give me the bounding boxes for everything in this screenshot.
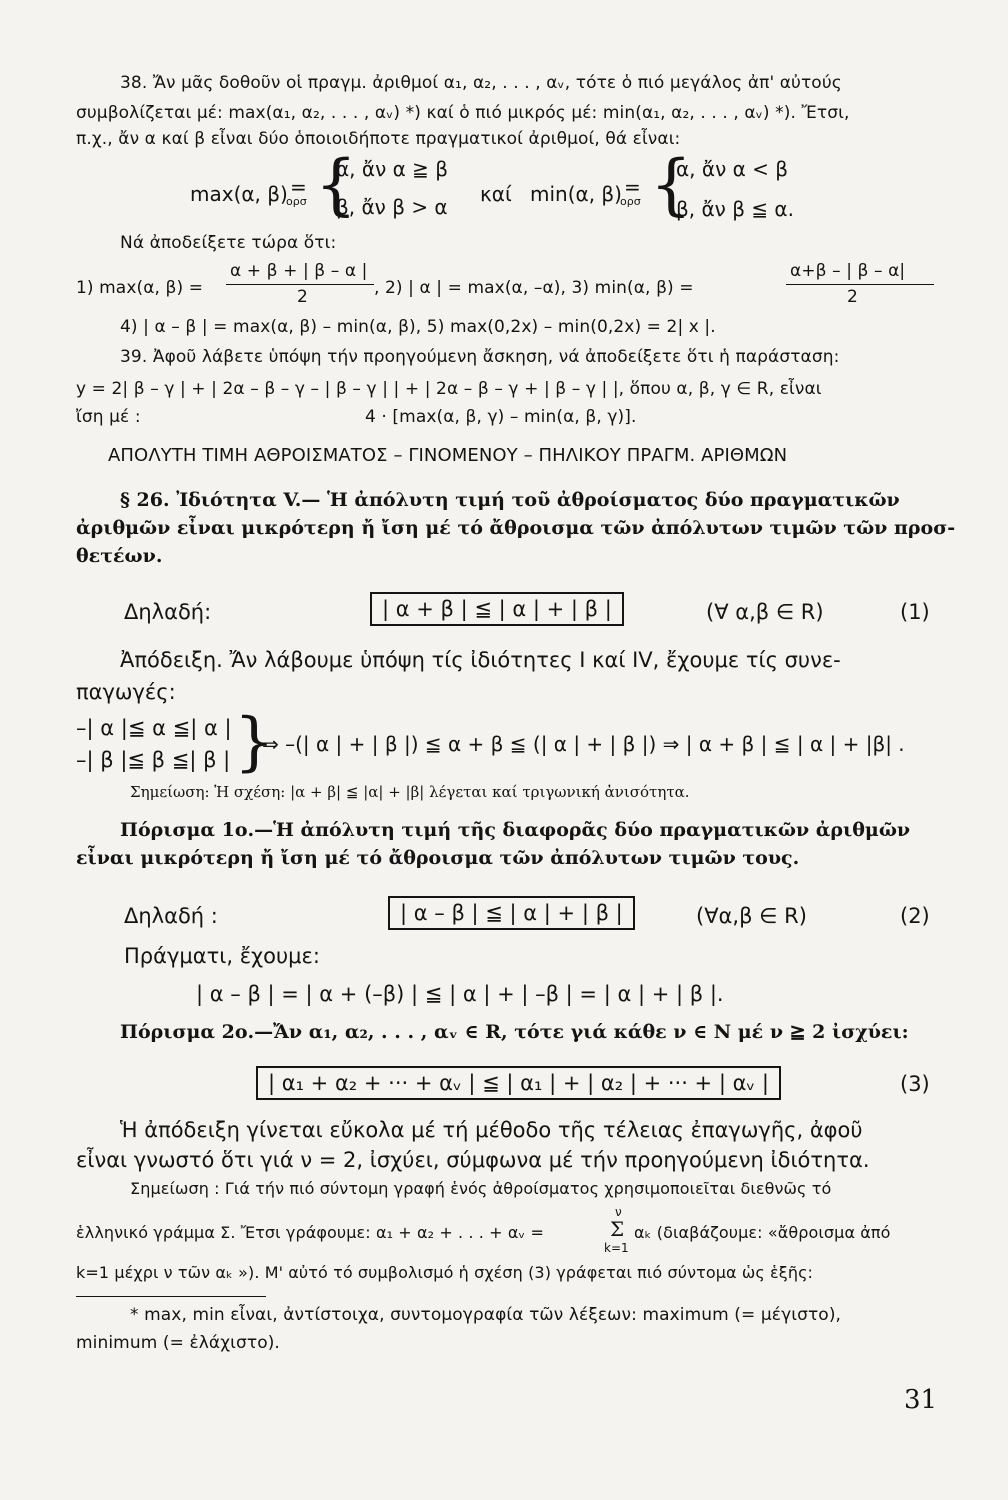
sigma-symbol: Σ: [610, 1217, 625, 1241]
ex39-line-3-label: ἴση μέ :: [76, 407, 141, 427]
formula-2-3-text: , 2) | α | = max(α, –α), 3) min(α, β) =: [374, 278, 694, 298]
formula-2-box: | α – β | ≦ | α | + | β |: [388, 896, 635, 930]
formula-1-numerator: α + β + | β – α |: [230, 261, 368, 281]
formula-3-number: (3): [900, 1072, 930, 1096]
cor1-dilady: Δηλαδή :: [124, 904, 218, 928]
system-line-1: –| α |≦ α ≦| α |: [76, 716, 232, 740]
formula-3-denominator: 2: [847, 287, 858, 307]
cor1-title-line-1: Πόρισμα 1ο.—Ἡ ἀπόλυτη τιμή τῆς διαφορᾶς δύο πραγματικῶν ἀριθμῶν: [120, 819, 911, 841]
sigma-note-line-2a: ἑλληνικό γράμμα Σ. Ἔτσι γράφουμε: α₁ + α₂ + . . . + αᵥ =: [76, 1223, 544, 1242]
section-header: ΑΠΟΛΥΤΗ ΤΙΜΗ ΑΘΡΟΙΣΜΑΤΟΣ – ΓΙΝΟΜΕΝΟΥ – ΠΗΛΙΚΟΥ ΠΡΑΓΜ. ΑΡΙΘΜΩΝ: [108, 445, 788, 466]
implication-chain: ⇒ –(| α | + | β |) ≦ α + β ≦ (| α | + | β |) ⇒ | α + β | ≦ | α | + |β| .: [262, 732, 905, 756]
max-lhs: max(α, β): [190, 182, 288, 206]
sigma-lower-limit: k=1: [604, 1241, 629, 1255]
sec26-dilady: Δηλαδή:: [124, 600, 212, 624]
max-eq: =: [290, 175, 307, 199]
cor2-text-line-1: Ἡ ἀπόδειξη γίνεται εὔκολα μέ τή μέθοδο τῆς τέλειας ἐπαγωγῆς, ἀφοῦ: [120, 1118, 863, 1142]
footnote-line-1: * max, min εἶναι, ἀντίστοιχα, συντομογραφία τῶν λέξεων: maximum (= μέγιστο),: [130, 1305, 842, 1325]
formula-3-fraction-bar: [786, 284, 934, 285]
cor2-title: Πόρισμα 2ο.—Ἄν α₁, α₂, . . . , αᵥ ∈ R, τότε γιά κάθε ν ∈ N μέ ν ≧ 2 ἰσχύει:: [120, 1021, 909, 1043]
system-line-2: –| β |≦ β ≦| β |: [76, 748, 231, 772]
max-case-1: α, ἄν α ≧ β: [336, 157, 449, 181]
sigma-note-line-1: Σημείωση : Γιά τήν πιό σύντομη γραφή ἑνός ἀθροίσματος χρησιμοποιεῖται διεθνῶς τό: [130, 1179, 832, 1198]
cor1-title-line-2: εἶναι μικρότερη ἤ ἴση μέ τό ἄθροισμα τῶν ἀπόλυτων τιμῶν τους.: [76, 847, 800, 869]
ex39-line-3-formula: 4 · [max(α, β, γ) – min(α, β, γ)].: [365, 407, 637, 427]
ex38-line-1: 38. Ἄν μᾶς δοθοῦν οἱ πραγμ. ἀριθμοί α₁, α₂, . . . , αᵥ, τότε ὁ πιό μεγάλος ἀπ' αὐτούς: [120, 73, 842, 93]
ex38-line-2: συμβολίζεται μέ: max(α₁, α₂, . . . , αᵥ) *) καί ὁ πιό μικρός μέ: min(α₁, α₂, . . . , αᵥ) *). Ἔτσι,: [76, 103, 850, 123]
formula-2-number: (2): [900, 904, 930, 928]
sigma-note-line-2b: αₖ (διαβάζουμε: «ἄθροισμα ἀπό: [634, 1223, 891, 1242]
min-case-2: β, ἄν β ≦ α.: [676, 197, 794, 221]
formula-1-quantifier: (∀ α,β ∈ R): [706, 600, 824, 624]
min-eq-sub: ορσ: [620, 195, 641, 208]
min-brace: {: [650, 146, 692, 223]
proof-line-1: Ἀπόδειξη. Ἄν λάβουμε ὑπόψη τίς ἰδιότητες I καί IV, ἔχουμε τίς συνε-: [120, 648, 841, 672]
ex39-line-2: y = 2| β – γ | + | 2α – β – γ – | β – γ | | + | 2α – β – γ + | β – γ | |, ὅπου α, β, γ ∈ R, εἶναι: [76, 379, 822, 399]
triangle-inequality-note: Σημείωση: Ἡ σχέση: |α + β| ≦ |α| + |β| λέγεται καί τριγωνική ἀνισότητα.: [130, 783, 690, 801]
sigma-note-line-3: k=1 μέχρι ν τῶν αₖ »). Μ' αὐτό τό συμβολισμό ἡ σχέση (3) γράφεται πιό σύντομα ὡς ἑξῆς:: [76, 1263, 814, 1282]
formula-1-box: | α + β | ≦ | α | + | β |: [370, 592, 624, 626]
sec26-title-line-1: § 26. Ἰδιότητα V.— Ἡ ἀπόλυτη τιμή τοῦ ἀθροίσματος δύο πραγματικῶν: [120, 489, 900, 511]
cor2-text-line-2: εἶναι γνωστό ὅτι γιά ν = 2, ἰσχύει, σύμφωνα μέ τήν προηγούμενη ἰδιότητα.: [76, 1148, 870, 1172]
min-eq: =: [624, 175, 641, 199]
formula-1-number: (1): [900, 600, 930, 624]
formula-4-5: 4) | α – β | = max(α, β) – min(α, β), 5) max(0,2x) – min(0,2x) = 2| x |.: [120, 317, 716, 337]
ex38-line-3: π.χ., ἄν α καί β εἶναι δύο ὁποιοιδήποτε πραγματικοί ἀριθμοί, θά εἶναι:: [76, 129, 681, 149]
footnote-rule: [76, 1296, 266, 1297]
prove-line: Νά ἀποδείξετε τώρα ὅτι:: [120, 233, 337, 253]
max-brace: {: [315, 146, 357, 223]
formula-3-numerator: α+β – | β – α|: [790, 261, 906, 281]
sec26-title-line-2: ἀριθμῶν εἶναι μικρότερη ἤ ἴση μέ τό ἄθροισμα τῶν ἀπόλυτων τιμῶν τῶν προσ-: [76, 517, 956, 539]
proof-line-2: παγωγές:: [76, 680, 176, 704]
formula-2-quantifier: (∀α,β ∈ R): [696, 904, 807, 928]
sigma-upper-limit: ν: [615, 1205, 622, 1219]
formula-1-lhs: 1) max(α, β) =: [76, 278, 204, 298]
page-number: 31: [904, 1385, 938, 1415]
pragmati-line: Πράγματι, ἔχουμε:: [124, 944, 320, 968]
system-brace: }: [234, 705, 275, 779]
ex39-line-1: 39. Ἀφοῦ λάβετε ὑπόψη τήν προηγούμενη ἄσκηση, νά ἀποδείξετε ὅτι ἡ παράσταση:: [120, 347, 840, 367]
difference-derivation: | α – β | = | α + (–β) | ≦ | α | + | –β | = | α | + | β |.: [196, 982, 724, 1006]
max-eq-sub: ορσ: [286, 195, 307, 208]
sec26-title-line-3: θετέων.: [76, 545, 163, 567]
formula-1-fraction-bar: [226, 284, 374, 285]
formula-1-denominator: 2: [297, 287, 308, 307]
max-case-2: β, ἄν β > α: [336, 195, 448, 219]
min-case-1: α, ἄν α < β: [676, 157, 789, 181]
min-lhs: min(α, β): [530, 182, 622, 206]
kai-word: καί: [480, 182, 512, 206]
footnote-line-2: minimum (= ἐλάχιστο).: [76, 1333, 280, 1353]
formula-3-box: | α₁ + α₂ + ··· + αᵥ | ≦ | α₁ | + | α₂ | + ··· + | αᵥ |: [256, 1066, 781, 1100]
